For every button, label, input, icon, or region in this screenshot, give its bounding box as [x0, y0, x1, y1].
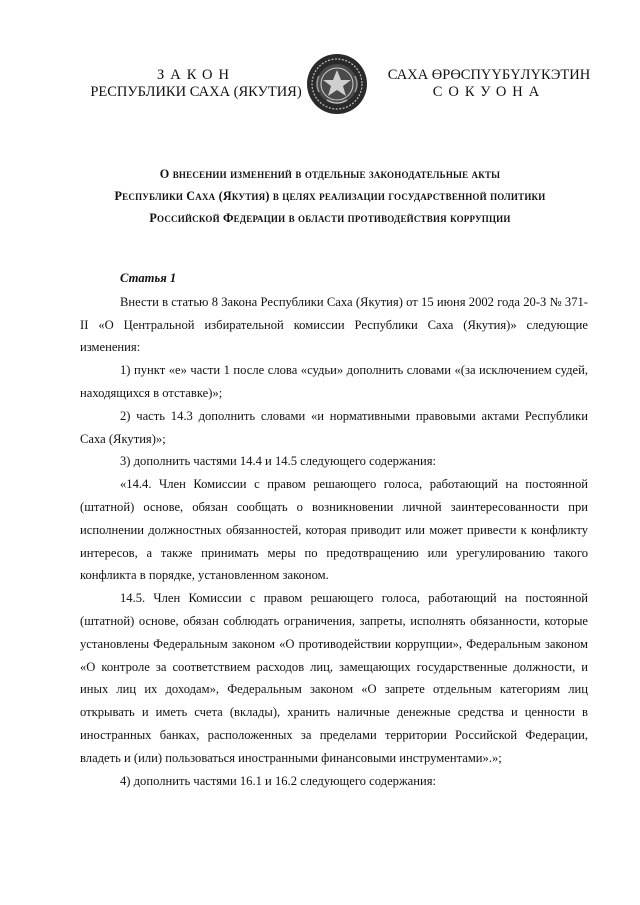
paragraph: Внести в статью 8 Закона Республики Саха (Якутия) от 15 июня 2002 года 20-З № 371-II «О Центральной избирательной комиссии Республики Саха (Якутия)» следующие изменения: [80, 294, 588, 355]
paragraph: 14.5. Член Комиссии с правом решающего голоса, работающий на постоянной (штатной) основе, обязан соблюдать ограничения, запреты, исполнять обязанности, которые установлены Федеральным законом «О противодействии коррупции», Федеральным законом «О контроле за соответствием расходов лиц, замещающих государственные должности, и иных лиц их доходам», Федеральным законом «О запрете отдельным категориям лиц открывать и иметь счета (вклады), хранить наличные денежные средства и ценности в иностранных банках, расположенных за пределами территории Российской Федерации, владеть и (или) пользоваться иностранными финансовыми инструментами».»; [80, 591, 588, 765]
paragraph: 3) дополнить частями 14.4 и 14.5 следующего содержания: [120, 454, 437, 469]
paragraph: 2) часть 14.3 дополнить словами «и нормативными правовыми актами Республики Саха (Якутия)»; [80, 408, 588, 446]
document-title [60, 163, 600, 229]
document-body [80, 267, 588, 792]
header-left [82, 67, 310, 101]
article-heading: Статья 1 [120, 271, 177, 285]
title-line-3: Российской Федерации в области противодействия коррупции [149, 211, 511, 225]
paragraph: 4) дополнить частями 16.1 и 16.2 следующего содержания: [120, 773, 437, 788]
title-line-2: Республики Саха (Якутия) в целях реализации государственной политики [114, 189, 546, 203]
law-label-yakut: СОКУОНА [432, 84, 546, 100]
republic-name: РЕСПУБЛИКИ САХА (ЯКУТИЯ) [90, 84, 302, 100]
header-right [370, 67, 608, 101]
coat-of-arms-icon [305, 52, 369, 116]
title-line-1: О внесении изменений в отдельные законодательные акты [159, 167, 501, 181]
republic-name-yakut: САХА ӨРӨСПҮҮБҮЛҮКЭТИН [387, 67, 591, 83]
law-label: ЗАКОН [157, 67, 235, 83]
paragraph: 1) пункт «е» части 1 после слова «судьи» дополнить словами «(за исключением судей, находящихся в отставке)»; [80, 363, 588, 400]
paragraph: «14.4. Член Комиссии с правом решающего голоса, работающий на постоянной (штатной) основе, обязан сообщать о возникновении личной заинтересованности при исполнении должностных обязанностей, которая приводит или может привести к конфликту интересов, а также принимать меры по предотвращению или урегулированию такого конфликта в порядке, установленном законом. [80, 477, 588, 583]
